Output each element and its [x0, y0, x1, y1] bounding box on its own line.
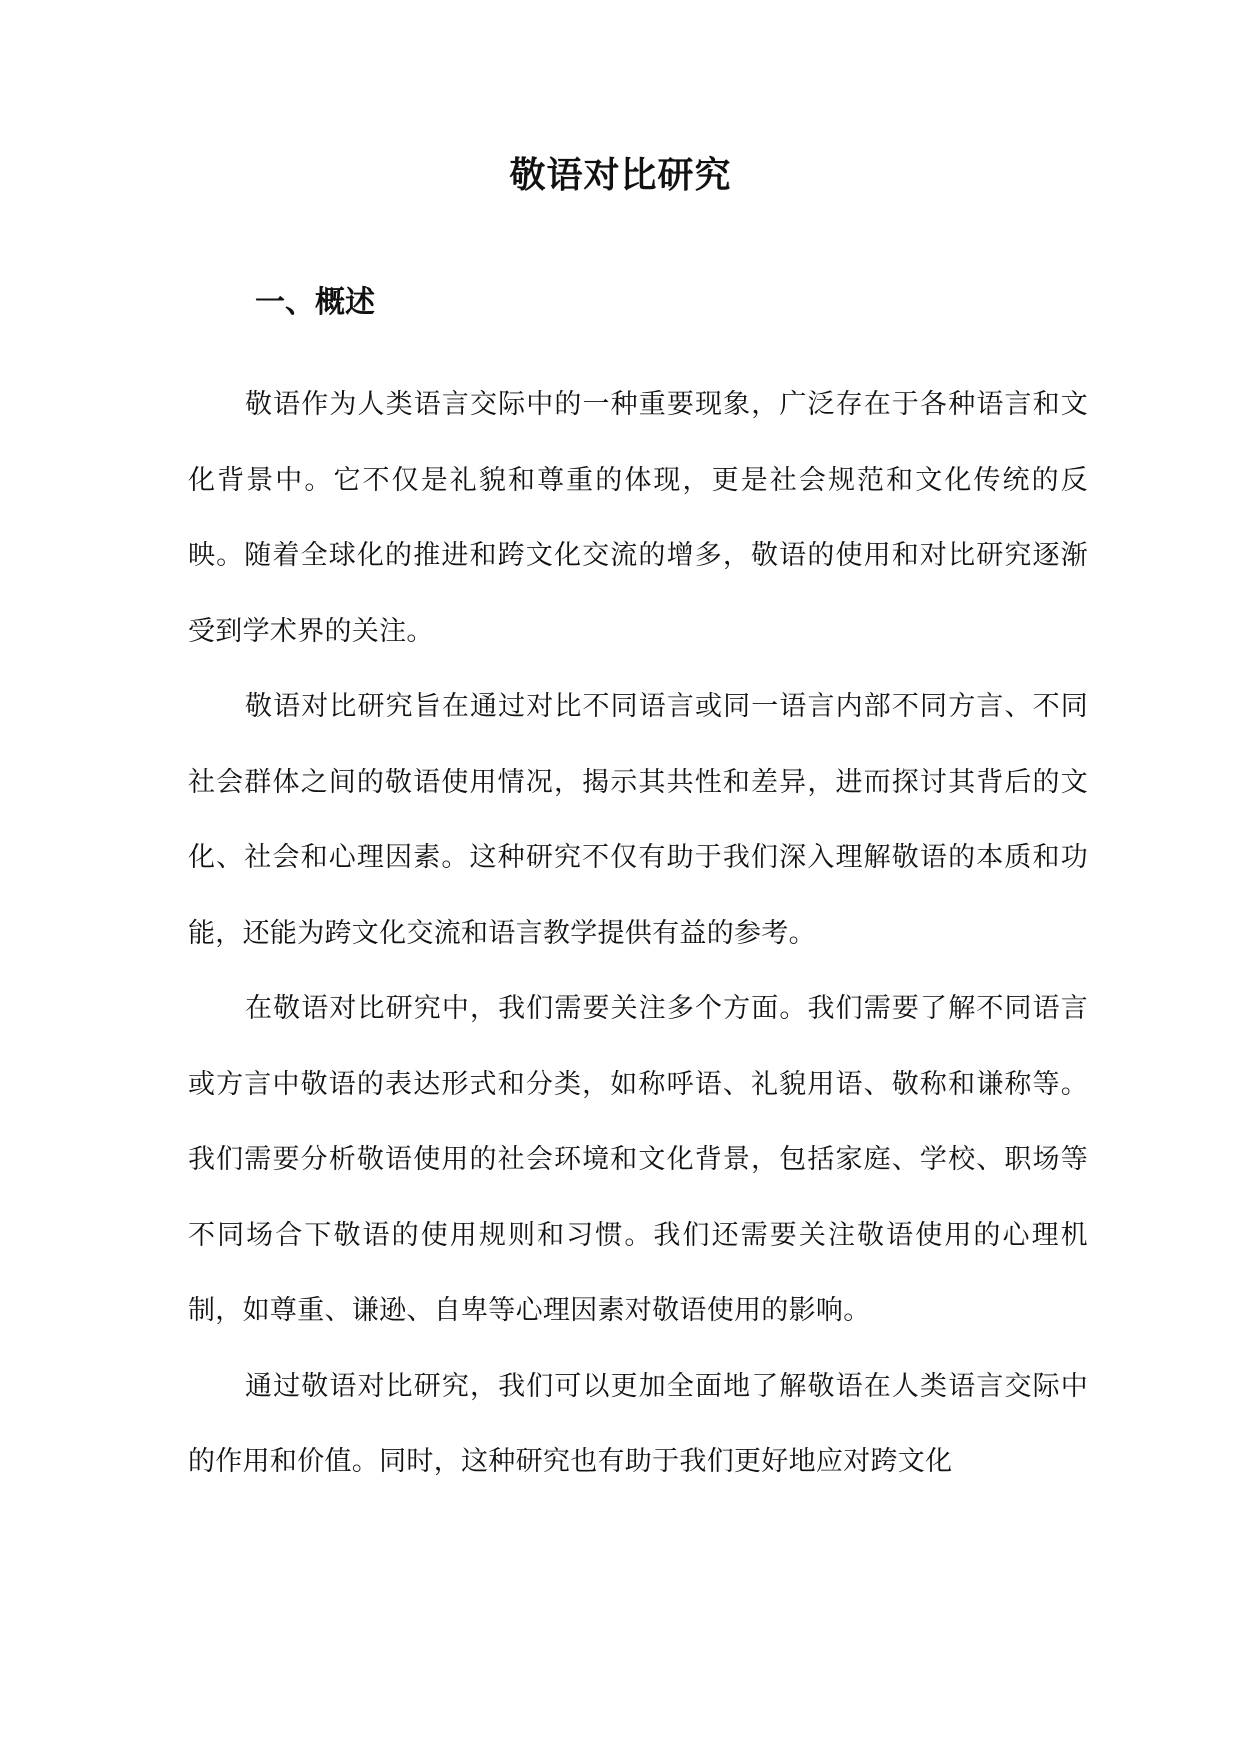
document-body [188, 367, 1088, 1500]
paragraph: 敬语对比研究旨在通过对比不同语言或同一语言内部不同方言、不同社会群体之间的敬语使用情况，揭示其共性和差异，进而探讨其背后的文化、社会和心理因素。这种研究不仅有助于我们深入理解敬语的本质和功能，还能为跨文化交流和语言教学提供有益的参考。 [188, 691, 1088, 949]
section-heading: 一、概述 [255, 285, 375, 320]
paragraph: 通过敬语对比研究，我们可以更加全面地了解敬语在人类语言交际中的作用和价值。同时，这种研究也有助于我们更好地应对跨文化 [188, 1370, 1088, 1477]
document-title: 敬语对比研究 [509, 155, 732, 196]
paragraph: 敬语作为人类语言交际中的一种重要现象，广泛存在于各种语言和文化背景中。它不仅是礼貌和尊重的体现，更是社会规范和文化传统的反映。随着全球化的推进和跨文化交流的增多，敬语的使用和对比研究逐渐受到学术界的关注。 [188, 389, 1088, 647]
paragraph: 在敬语对比研究中，我们需要关注多个方面。我们需要了解不同语言或方言中敬语的表达形式和分类，如称呼语、礼貌用语、敬称和谦称等。我们需要分析敬语使用的社会环境和文化背景，包括家庭、学校、职场等不同场合下敬语的使用规则和习惯。我们还需要关注敬语使用的心理机制，如尊重、谦逊、自卑等心理因素对敬语使用的影响。 [188, 993, 1088, 1326]
